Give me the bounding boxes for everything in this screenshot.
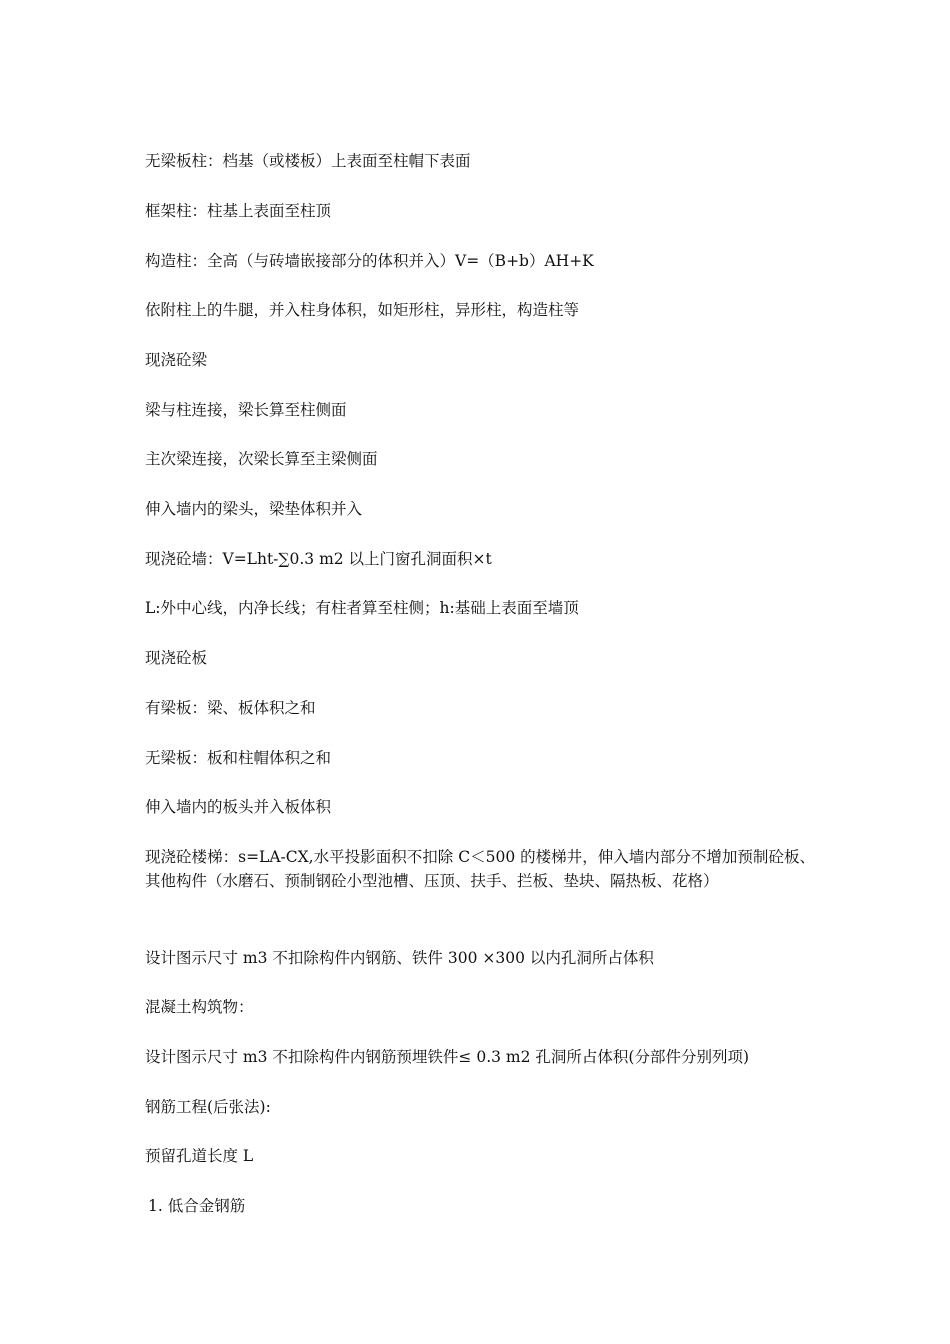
paragraph-corbel: 依附柱上的牛腿，并入柱身体积，如矩形柱，异形柱，构造柱等: [145, 301, 580, 319]
heading-concrete-structures: 混凝土构筑物：: [145, 998, 254, 1016]
paragraph-design-dimension-volume: 设计图示尺寸 m3 不扣除构件内钢筋、铁件 300 ×300 以内孔洞所占体积: [145, 949, 654, 967]
paragraph-cast-in-place-wall: 现浇砼墙：V=Lht-∑0.3 m2 以上门窗孔洞面积×t: [145, 550, 492, 568]
heading-cast-in-place-beam: 现浇砼梁: [145, 351, 208, 369]
paragraph-beam-column-connection: 梁与柱连接，梁长算至柱侧面: [145, 401, 347, 419]
paragraph-frame-column-height: 框架柱：柱基上表面至柱顶: [145, 202, 332, 220]
heading-cast-in-place-slab: 现浇砼板: [145, 649, 208, 667]
paragraph-flatslab-column-height: 无梁板柱：档基（或楼板）上表面至柱帽下表面: [145, 152, 471, 170]
list-item-low-alloy-rebar: 1. 低合金钢筋: [148, 1197, 246, 1215]
paragraph-cast-in-place-stairs: 现浇砼楼梯：s=LA-CX,水平投影面积不扣除 C＜500 的楼梯井，伸入墙内部分不增加预制砼板、其他构件（水磨石、预制钢砼小型池槽、压顶、扶手、拦板、垫块、隔热板、花格）: [145, 848, 815, 890]
paragraph-beam-head-in-wall: 伸入墙内的梁头，梁垫体积并入: [145, 500, 363, 518]
paragraph-structures-volume: 设计图示尺寸 m3 不扣除构件内钢筋预埋铁件≤ 0.3 m2 孔洞所占体积(分部件分别列项): [145, 1048, 749, 1066]
heading-rebar-post-tension: 钢筋工程(后张法):: [145, 1098, 271, 1116]
paragraph-flat-slab: 无梁板：板和柱帽体积之和: [145, 749, 332, 767]
paragraph-beam-slab: 有梁板：梁、板体积之和: [145, 699, 316, 717]
paragraph-structural-column: 构造柱：全高（与砖墙嵌接部分的体积并入）V=（B+b）AH+K: [145, 252, 594, 270]
paragraph-wall-length-height: L:外中心线，内净长线；有柱者算至柱侧；h:基础上表面至墙顶: [145, 599, 579, 617]
paragraph-slab-head-in-wall: 伸入墙内的板头并入板体积: [145, 798, 332, 816]
paragraph-duct-length: 预留孔道长度 L: [145, 1147, 254, 1165]
paragraph-main-secondary-beam: 主次梁连接，次梁长算至主梁侧面: [145, 450, 378, 468]
